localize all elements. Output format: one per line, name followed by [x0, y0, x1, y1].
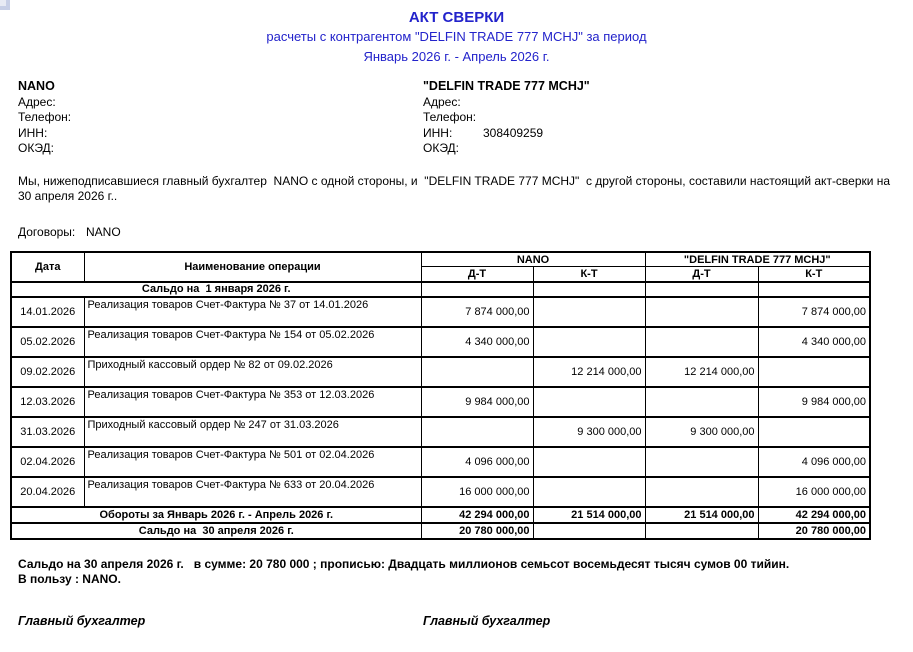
- contracts-value: NANO: [86, 224, 121, 239]
- row-date: 09.02.2026: [11, 357, 84, 387]
- reconciliation-table: [10, 251, 871, 540]
- table-row: [11, 387, 870, 417]
- contracts-line: [18, 225, 913, 239]
- party-right-inn-row: [423, 126, 590, 142]
- closing-balance-value: [645, 523, 758, 539]
- col-header-party1: NANO: [421, 252, 645, 267]
- signatures-block: [18, 614, 913, 628]
- row-amount: 16 000 000,00: [758, 477, 870, 507]
- col-header-party2: "DELFIN TRADE 777 MCHJ": [645, 252, 870, 267]
- row-amount: [645, 447, 758, 477]
- row-amount: [758, 417, 870, 447]
- row-amount: 9 300 000,00: [533, 417, 645, 447]
- document-header: [0, 0, 913, 67]
- row-amount: 12 214 000,00: [533, 357, 645, 387]
- intro-paragraph: Мы, нижеподписавшиеся главный бухгалтер NANO с одной стороны, и "DELFIN TRADE 777 MCHJ" с другой стороны, составили настоящий акт-сверки на 30 апреля 2026 г..: [18, 173, 894, 203]
- row-amount: 4 340 000,00: [421, 327, 533, 357]
- row-operation: Реализация товаров Счет-Фактура № 633 от 20.04.2026: [84, 477, 421, 507]
- row-date: 05.02.2026: [11, 327, 84, 357]
- table-body: [11, 297, 870, 507]
- table-row: [11, 447, 870, 477]
- col-header-date: Дата: [11, 252, 84, 282]
- row-operation: Реализация товаров Счет-Фактура № 501 от 02.04.2026: [84, 447, 421, 477]
- row-operation: Приходный кассовый ордер № 82 от 09.02.2026: [84, 357, 421, 387]
- opening-balance-value: [421, 282, 533, 297]
- table-row: [11, 477, 870, 507]
- table-header-row-groups: [11, 252, 870, 267]
- table-row: [11, 417, 870, 447]
- party-right-inn-label: ИНН:: [423, 125, 453, 140]
- closing-balance-value: 20 780 000,00: [421, 523, 533, 539]
- party-right-address-label: Адрес:: [423, 94, 461, 109]
- balance-summary-line: Сальдо на 30 апреля 2026 г. в сумме: 20 780 000 ; прописью: Двадцать миллионов семьсот восемьдесят тысяч сумов 00 тийин.: [18, 556, 790, 571]
- row-amount: 7 874 000,00: [758, 297, 870, 327]
- row-amount: 4 340 000,00: [758, 327, 870, 357]
- party-left-inn-label: ИНН:: [18, 125, 48, 140]
- closing-balance-row: [11, 523, 870, 539]
- signature-left-label: Главный бухгалтер: [18, 613, 146, 628]
- party-left-inn-row: [18, 126, 423, 142]
- party-left-oked-label: ОКЭД:: [18, 141, 55, 156]
- row-amount: [533, 447, 645, 477]
- signature-right-label: Главный бухгалтер: [423, 613, 551, 628]
- turnover-label: Обороты за Январь 2026 г. - Апрель 2026 г.: [11, 507, 421, 523]
- turnover-value: 21 514 000,00: [533, 507, 645, 523]
- opening-balance-value: [645, 282, 758, 297]
- table-row: [11, 327, 870, 357]
- row-date: 20.04.2026: [11, 477, 84, 507]
- page-subtitle-dates: Январь 2026 г. - Апрель 2026 г.: [363, 49, 550, 64]
- row-amount: 9 300 000,00: [645, 417, 758, 447]
- table-row: [11, 297, 870, 327]
- contracts-label: Договоры:: [18, 224, 76, 239]
- row-amount: [533, 297, 645, 327]
- row-amount: [645, 387, 758, 417]
- row-operation: Реализация товаров Счет-Фактура № 353 от 12.03.2026: [84, 387, 421, 417]
- party-right-name: "DELFIN TRADE 777 MCHJ": [423, 79, 590, 93]
- row-amount: 4 096 000,00: [421, 447, 533, 477]
- row-amount: [533, 327, 645, 357]
- turnover-value: 21 514 000,00: [645, 507, 758, 523]
- closing-balance-label: Сальдо на 30 апреля 2026 г.: [11, 523, 421, 539]
- row-operation: Реализация товаров Счет-Фактура № 154 от 05.02.2026: [84, 327, 421, 357]
- row-amount: [421, 357, 533, 387]
- spreadsheet-corner-box[interactable]: [0, 0, 10, 10]
- row-operation: Реализация товаров Счет-Фактура № 37 от 14.01.2026: [84, 297, 421, 327]
- in-favor-line: В пользу : NANO.: [18, 571, 121, 586]
- party-left-phone-label: Телефон:: [18, 110, 72, 125]
- opening-balance-row: [11, 282, 870, 297]
- row-amount: 9 984 000,00: [758, 387, 870, 417]
- party-left: [18, 79, 423, 157]
- col-header-party2-credit: К-Т: [758, 267, 870, 282]
- opening-balance-label: Сальдо на 1 января 2026 г.: [11, 282, 421, 297]
- row-amount: 12 214 000,00: [645, 357, 758, 387]
- turnover-row: [11, 507, 870, 523]
- row-amount: [421, 417, 533, 447]
- row-amount: [758, 357, 870, 387]
- party-left-name: NANO: [18, 79, 55, 93]
- col-header-operation: Наименование операции: [84, 252, 421, 282]
- page-title: АКТ СВЕРКИ: [408, 9, 505, 26]
- closing-balance-value: 20 780 000,00: [758, 523, 870, 539]
- turnover-value: 42 294 000,00: [758, 507, 870, 523]
- row-date: 02.04.2026: [11, 447, 84, 477]
- parties-block: [18, 79, 913, 157]
- row-amount: [533, 387, 645, 417]
- row-amount: [645, 297, 758, 327]
- row-date: 12.03.2026: [11, 387, 84, 417]
- table-row: [11, 357, 870, 387]
- row-date: 31.03.2026: [11, 417, 84, 447]
- closing-balance-value: [533, 523, 645, 539]
- party-right-oked-label: ОКЭД:: [423, 141, 460, 156]
- row-amount: [645, 327, 758, 357]
- party-right-phone-label: Телефон:: [423, 110, 477, 125]
- opening-balance-value: [758, 282, 870, 297]
- col-header-party2-debit: Д-Т: [645, 267, 758, 282]
- row-operation: Приходный кассовый ордер № 247 от 31.03.2026: [84, 417, 421, 447]
- party-right-inn-value: 308409259: [483, 125, 544, 140]
- col-header-party1-debit: Д-Т: [421, 267, 533, 282]
- col-header-party1-credit: К-Т: [533, 267, 645, 282]
- row-amount: 16 000 000,00: [421, 477, 533, 507]
- opening-balance-value: [533, 282, 645, 297]
- turnover-value: 42 294 000,00: [421, 507, 533, 523]
- party-left-address-label: Адрес:: [18, 94, 56, 109]
- party-right: [423, 79, 590, 157]
- page-subtitle-period: расчеты с контрагентом "DELFIN TRADE 777 MCHJ" за период: [266, 29, 647, 44]
- row-amount: [533, 477, 645, 507]
- row-amount: 9 984 000,00: [421, 387, 533, 417]
- row-amount: 4 096 000,00: [758, 447, 870, 477]
- row-date: 14.01.2026: [11, 297, 84, 327]
- row-amount: [645, 477, 758, 507]
- row-amount: 7 874 000,00: [421, 297, 533, 327]
